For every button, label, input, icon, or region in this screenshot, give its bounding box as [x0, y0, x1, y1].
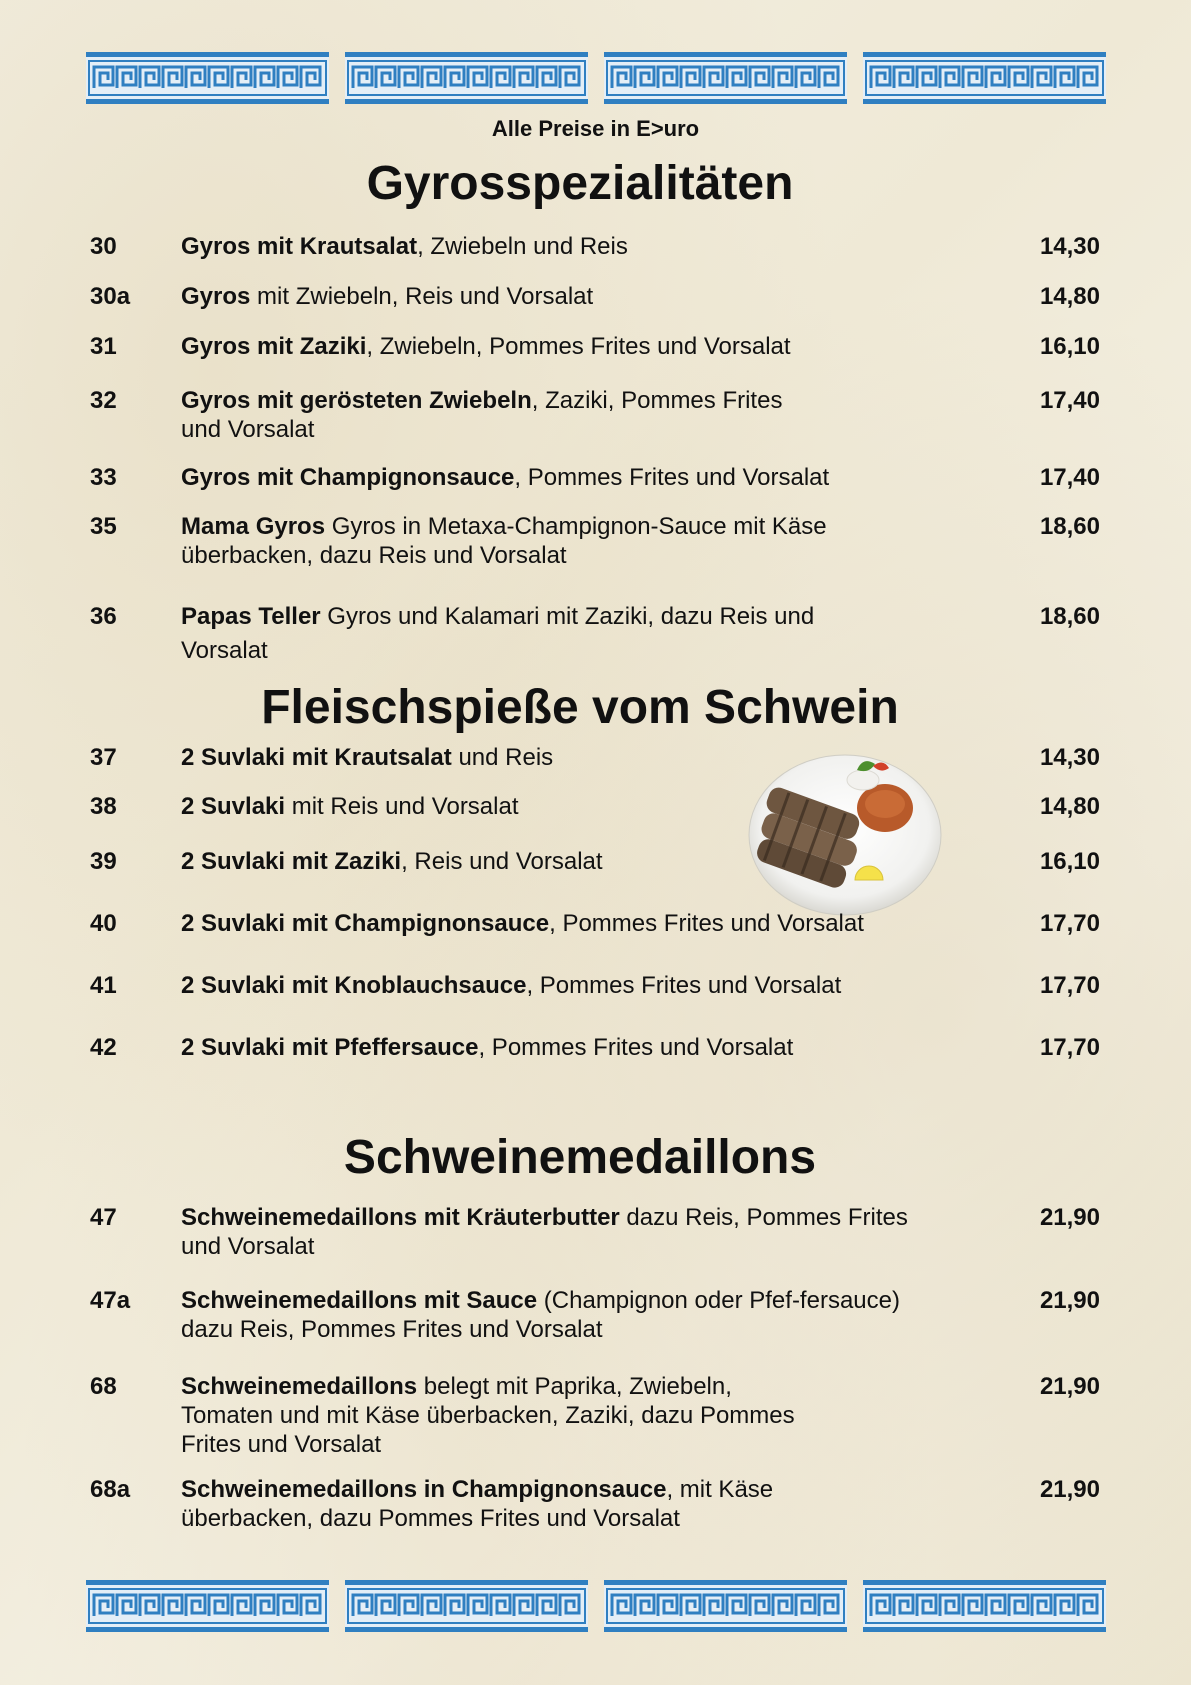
item-price: 18,60: [1039, 603, 1100, 630]
price-note: Alle Preise in E>uro: [491, 116, 700, 141]
item-price: 17,40: [1039, 387, 1100, 414]
item-name: Gyros mit gerösteten Zwiebeln: [181, 387, 532, 414]
item-name: 2 Suvlaki mit Zaziki: [181, 848, 402, 875]
item-number: 30a: [90, 283, 131, 310]
item-description: [181, 282, 821, 311]
item-number: 35: [90, 513, 117, 540]
item-name: Schweinemedaillons mit Sauce: [181, 1287, 538, 1314]
item-name: Gyros mit Champignonsauce: [181, 464, 515, 491]
item-price: 14,30: [1039, 233, 1100, 260]
greek-key-ornament: [345, 52, 588, 104]
item-number: 41: [90, 972, 117, 999]
item-price: 21,90: [1039, 1204, 1100, 1231]
item-number: 40: [90, 910, 117, 937]
item-number: 30: [90, 233, 117, 260]
item-price: 17,40: [1039, 464, 1100, 491]
item-number: 47a: [90, 1287, 131, 1314]
item-description: [181, 232, 821, 261]
item-number: 33: [90, 464, 117, 491]
item-number: 38: [90, 793, 117, 820]
section-title-gyros: Gyrosspezialitäten: [366, 157, 794, 210]
item-price: 14,80: [1039, 793, 1100, 820]
item-price: 17,70: [1039, 1034, 1100, 1061]
item-number: 42: [90, 1034, 117, 1061]
item-description: [181, 1203, 936, 1261]
item-description: [181, 386, 821, 444]
item-name: 2 Suvlaki mit Knoblauchsauce: [181, 972, 527, 999]
item-details: Gyros in Metaxa-Champignon-Sauce mit Käse überbacken, dazu Reis und Vorsalat: [181, 513, 827, 569]
greek-key-ornament: [863, 1580, 1106, 1632]
item-name: Gyros mit Zaziki: [181, 333, 367, 360]
item-description: [181, 1286, 921, 1344]
item-number: 68: [90, 1373, 117, 1400]
greek-key-ornament: [345, 1580, 588, 1632]
item-description: [181, 1372, 821, 1459]
item-name: 2 Suvlaki mit Pfeffersauce: [181, 1034, 479, 1061]
item-number: 32: [90, 387, 117, 414]
section-title-suvlaki: Fleischspieße vom Schwein: [261, 681, 899, 734]
item-details: mit Zwiebeln, Reis und Vorsalat: [250, 283, 594, 310]
greek-key-ornament: [863, 52, 1106, 104]
item-description: [181, 847, 821, 876]
item-description: [181, 512, 901, 570]
item-details: , Pommes Frites und Vorsalat: [526, 972, 842, 999]
item-price: 21,90: [1039, 1287, 1100, 1314]
item-description: [181, 909, 961, 938]
item-price: 21,90: [1039, 1476, 1100, 1503]
greek-key-ornament: [604, 52, 847, 104]
greek-key-ornament: [86, 52, 329, 104]
item-description: [181, 743, 821, 772]
item-number: 31: [90, 333, 117, 360]
item-description: [181, 1475, 881, 1533]
item-price: 21,90: [1039, 1373, 1100, 1400]
item-details: , Pommes Frites und Vorsalat: [478, 1034, 794, 1061]
item-description: [181, 600, 861, 668]
item-price: 16,10: [1039, 333, 1100, 360]
item-details: , Zaziki, Pommes Frites und Vorsalat: [181, 387, 783, 443]
section-title-medaillons: Schweinemedaillons: [343, 1131, 817, 1184]
item-price: 14,80: [1039, 283, 1100, 310]
item-price: 17,70: [1039, 972, 1100, 999]
item-name: Gyros: [181, 283, 251, 310]
item-name: 2 Suvlaki mit Krautsalat: [181, 744, 452, 771]
greek-key-ornament: [86, 1580, 329, 1632]
item-price: 16,10: [1039, 848, 1100, 875]
item-name: Mama Gyros: [181, 513, 326, 540]
item-details: , Zwiebeln, Pommes Frites und Vorsalat: [366, 333, 791, 360]
item-name: Papas Teller: [181, 603, 321, 630]
item-details: , mit Käse überbacken, dazu Pommes Frites und Vorsalat: [181, 1476, 774, 1532]
greek-key-border-bottom: [86, 1580, 1106, 1632]
greek-key-ornament: [604, 1580, 847, 1632]
item-details: belegt mit Paprika, Zwiebeln, Tomaten und mit Käse überbacken, Zaziki, dazu Pommes Frites und Vorsalat: [181, 1373, 795, 1458]
item-name: Schweinemedaillons in Champignonsauce: [181, 1476, 667, 1503]
item-details: (Champignon oder Pfef-fersauce) dazu Reis, Pommes Frites und Vorsalat: [181, 1287, 900, 1343]
item-description: [181, 971, 961, 1000]
item-price: 14,30: [1039, 744, 1100, 771]
item-details: , Pommes Frites und Vorsalat: [549, 910, 864, 937]
greek-key-border-top: [86, 52, 1106, 104]
item-number: 68a: [90, 1476, 131, 1503]
item-details: dazu Reis, Pommes Frites und Vorsalat: [181, 1204, 908, 1260]
item-number: 36: [90, 603, 117, 630]
item-description: [181, 463, 961, 492]
item-price: 17,70: [1039, 910, 1100, 937]
item-name: Schweinemedaillons: [181, 1373, 418, 1400]
item-description: [181, 792, 821, 821]
item-details: , Zwiebeln und Reis: [417, 233, 628, 260]
item-details: , Reis und Vorsalat: [401, 848, 603, 875]
item-details: Gyros und Kalamari mit Zaziki, dazu Reis und Vorsalat: [181, 603, 815, 664]
item-number: 37: [90, 744, 117, 771]
item-details: , Pommes Frites und Vorsalat: [514, 464, 830, 491]
item-number: 39: [90, 848, 117, 875]
item-name: 2 Suvlaki mit Champignonsauce: [181, 910, 550, 937]
item-description: [181, 1033, 961, 1062]
item-name: Schweinemedaillons mit Kräuterbutter: [181, 1204, 620, 1231]
item-details: und Reis: [451, 744, 554, 771]
item-name: Gyros mit Krautsalat: [181, 233, 418, 260]
item-description: [181, 332, 821, 361]
item-details: mit Reis und Vorsalat: [285, 793, 519, 820]
item-number: 47: [90, 1204, 117, 1231]
item-name: 2 Suvlaki: [181, 793, 286, 820]
item-price: 18,60: [1039, 513, 1100, 540]
